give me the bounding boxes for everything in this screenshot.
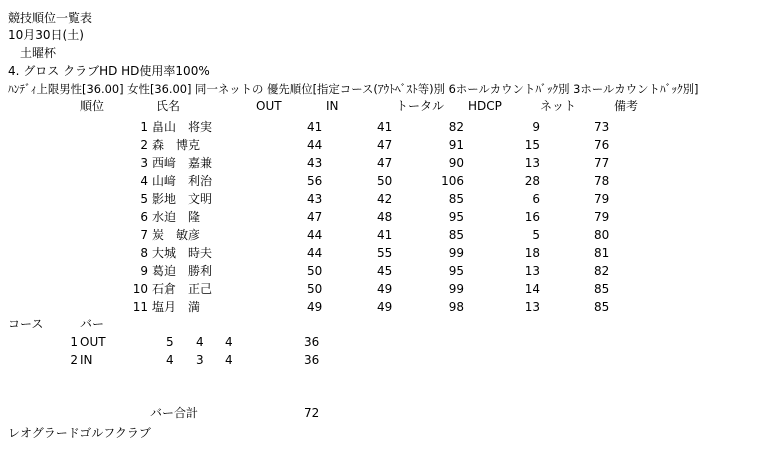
rank-cell: 1 <box>140 120 148 134</box>
total-cell: 85 <box>448 228 464 242</box>
rank-cell: 2 <box>140 138 148 152</box>
course-no: 1 <box>70 335 78 349</box>
event-date <box>8 28 84 42</box>
in-cell: 50 <box>377 174 393 188</box>
total-cell: 95 <box>448 210 464 224</box>
out-cell: 44 <box>307 246 323 260</box>
rank-cell: 8 <box>140 246 148 260</box>
table-row <box>0 210 778 228</box>
date-prefix: 10月30日( <box>8 28 68 42</box>
out-cell: 49 <box>307 300 323 314</box>
out-cell: 50 <box>307 282 323 296</box>
course-row <box>0 353 778 371</box>
course-no: 2 <box>70 353 78 367</box>
criteria-line: ﾊﾝﾃﾞｨ上限男性[36.00] 女性[36.00] 同一ネットの 優先順位[指定コース(ｱｳﾄﾍﾞｽﾄ等)別 6ホールカウントﾊﾞｯｸ別 3ホールカウントﾊﾞｯｸ別] <box>8 82 699 96</box>
hdcp-cell: 14 <box>524 282 540 296</box>
in-cell: 41 <box>377 120 393 134</box>
name-cell: 石倉 正己 <box>152 282 213 296</box>
course-total: 36 <box>304 353 320 367</box>
net-cell: 78 <box>594 174 610 188</box>
out-cell: 43 <box>307 192 323 206</box>
table-row <box>0 192 778 210</box>
name-cell: 塩月 満 <box>152 300 201 314</box>
rank-cell: 3 <box>140 156 148 170</box>
course-total: 36 <box>304 335 320 349</box>
name-cell: 森 博克 <box>152 138 201 152</box>
net-cell: 82 <box>594 264 610 278</box>
rank-cell: 4 <box>140 174 148 188</box>
in-cell: 49 <box>377 300 393 314</box>
total-cell: 90 <box>448 156 464 170</box>
in-cell: 45 <box>377 264 393 278</box>
hdcp-cell: 13 <box>524 264 540 278</box>
table-row <box>0 120 778 138</box>
in-cell: 41 <box>377 228 393 242</box>
in-cell: 47 <box>377 138 393 152</box>
out-cell: 56 <box>307 174 323 188</box>
event-name: 土曜杯 <box>20 46 57 60</box>
header-total: トータル <box>396 99 445 113</box>
course-label: コース <box>8 317 44 331</box>
rank-cell: 5 <box>140 192 148 206</box>
out-cell: 41 <box>307 120 323 134</box>
par-total-label: バー合計 <box>150 406 199 420</box>
hdcp-cell: 5 <box>532 228 540 242</box>
name-cell: 畠山 将実 <box>152 120 213 134</box>
rank-cell: 6 <box>140 210 148 224</box>
net-cell: 79 <box>594 192 610 206</box>
par-hole-1: 5 <box>166 335 174 349</box>
header-notes: 備考 <box>614 99 639 113</box>
name-cell: 炭 敏彦 <box>152 228 201 242</box>
course-name: OUT <box>80 335 106 349</box>
net-cell: 81 <box>594 246 610 260</box>
out-cell: 44 <box>307 228 323 242</box>
in-cell: 47 <box>377 156 393 170</box>
header-net: ネット <box>540 99 577 113</box>
category-line: 4. グロス クラブHD HD使用率100% <box>8 64 210 78</box>
rank-cell: 11 <box>132 300 148 314</box>
total-cell: 98 <box>448 300 464 314</box>
name-cell: 水迫 隆 <box>152 210 201 224</box>
total-cell: 95 <box>448 264 464 278</box>
hdcp-cell: 16 <box>524 210 540 224</box>
name-cell: 大城 時夫 <box>152 246 213 260</box>
header-hdcp: HDCP <box>468 99 502 113</box>
net-cell: 76 <box>594 138 610 152</box>
rank-cell: 9 <box>140 264 148 278</box>
table-row <box>0 300 778 318</box>
net-cell: 79 <box>594 210 610 224</box>
date-day: 土 <box>67 28 80 42</box>
in-cell: 42 <box>377 192 393 206</box>
par-hole-2: 4 <box>196 335 204 349</box>
par-hole-3: 4 <box>225 335 233 349</box>
net-cell: 85 <box>594 282 610 296</box>
out-cell: 50 <box>307 264 323 278</box>
par-total-value: 72 <box>304 406 320 420</box>
hdcp-cell: 18 <box>524 246 540 260</box>
total-cell: 85 <box>448 192 464 206</box>
header-in: IN <box>326 99 339 113</box>
net-cell: 80 <box>594 228 610 242</box>
header-name: 氏名 <box>156 99 181 113</box>
table-row <box>0 138 778 156</box>
par-hole-3: 4 <box>225 353 233 367</box>
hdcp-cell: 28 <box>524 174 540 188</box>
name-cell: 山﨑 利治 <box>152 174 213 188</box>
hdcp-cell: 15 <box>524 138 540 152</box>
par-hole-1: 4 <box>166 353 174 367</box>
total-cell: 91 <box>448 138 464 152</box>
name-cell: 葛迫 勝利 <box>152 264 213 278</box>
net-cell: 73 <box>594 120 610 134</box>
rank-cell: 7 <box>140 228 148 242</box>
in-cell: 55 <box>377 246 393 260</box>
hdcp-cell: 13 <box>524 156 540 170</box>
hdcp-cell: 9 <box>532 120 540 134</box>
document-title: 競技順位一覧表 <box>8 11 93 25</box>
out-cell: 47 <box>307 210 323 224</box>
table-row <box>0 264 778 282</box>
course-row <box>0 335 778 353</box>
out-cell: 44 <box>307 138 323 152</box>
table-row <box>0 282 778 300</box>
table-row <box>0 246 778 264</box>
name-cell: 影地 文明 <box>152 192 213 206</box>
table-row <box>0 174 778 192</box>
par-label: バー <box>80 317 105 331</box>
header-out: OUT <box>256 99 282 113</box>
club-name: レオグラードゴルフクラブ <box>8 426 151 440</box>
hdcp-cell: 13 <box>524 300 540 314</box>
out-cell: 43 <box>307 156 323 170</box>
course-name: IN <box>80 353 93 367</box>
in-cell: 49 <box>377 282 393 296</box>
total-cell: 82 <box>448 120 464 134</box>
par-hole-2: 3 <box>196 353 204 367</box>
total-cell: 99 <box>448 246 464 260</box>
table-row <box>0 156 778 174</box>
in-cell: 48 <box>377 210 393 224</box>
name-cell: 西﨑 嘉兼 <box>152 156 213 170</box>
total-cell: 106 <box>441 174 464 188</box>
date-suffix: ) <box>79 28 84 42</box>
hdcp-cell: 6 <box>532 192 540 206</box>
total-cell: 99 <box>448 282 464 296</box>
rank-cell: 10 <box>132 282 148 296</box>
table-row <box>0 228 778 246</box>
net-cell: 85 <box>594 300 610 314</box>
net-cell: 77 <box>594 156 610 170</box>
header-rank: 順位 <box>80 99 105 113</box>
